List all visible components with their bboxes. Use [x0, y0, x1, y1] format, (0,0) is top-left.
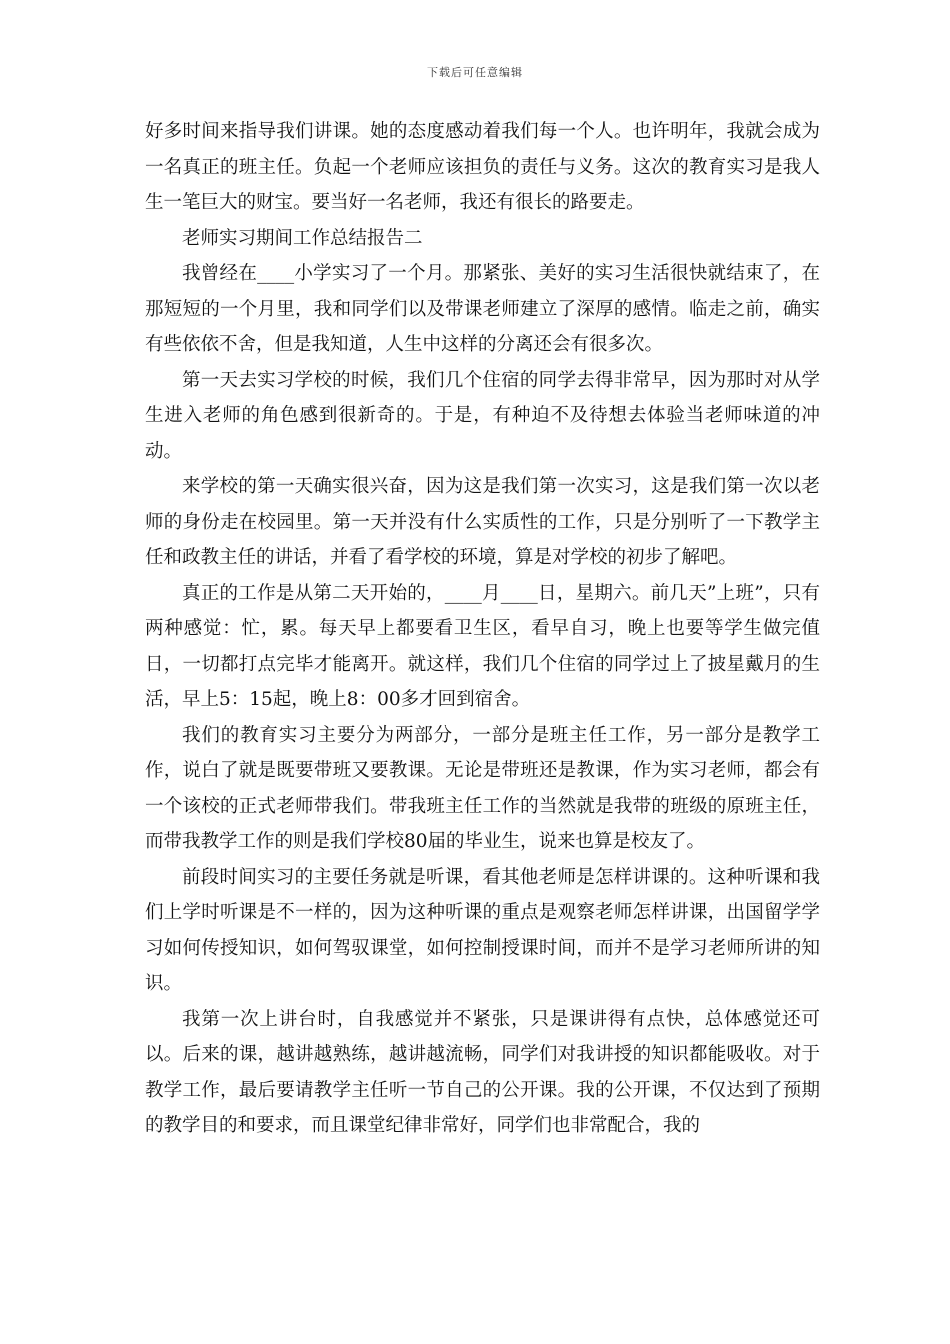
paragraph-6: 我们的教育实习主要分为两部分，一部分是班主任工作，另一部分是教学工作，说白了就是既要带班又要教课。无论是带班还是教课，作为实习老师，都会有一个该校的正式老师带我们。带我班主任工作的当然就是我带的班级的原班主任，而带我教学工作的则是我们学校80届的毕业生，说来也算是校友了。: [145, 724, 820, 852]
paragraph-2: 我曾经在____小学实习了一个月。那紧张、美好的实习生活很快就结束了，在那短短的一个月里，我和同学们以及带课老师建立了深厚的感情。临走之前，确实有些依依不舍，但是我知道，人生中这样的分离还会有很多次。: [145, 263, 820, 355]
paragraph-7: 前段时间实习的主要任务就是听课，看其他老师是怎样讲课的。这种听课和我们上学时听课是不一样的，因为这种听课的重点是观察老师怎样讲课，出国留学学习如何传授知识，如何驾驭课堂，如何控制授课时间，而并不是学习老师所讲的知识。: [145, 866, 820, 994]
paragraph-4: 来学校的第一天确实很兴奋，因为这是我们第一次实习，这是我们第一次以老师的身份走在校园里。第一天并没有什么实质性的工作，只是分别听了一下教学主任和政教主任的讲话，并看了看学校的环境，算是对学校的初步了解吧。: [145, 476, 820, 568]
paragraph-5: 真正的工作是从第二天开始的，____月____日，星期六。前几天”上班”，只有两种感觉：忙，累。每天早上都要看卫生区，看早自习，晚上也要等学生做完值日，一切都打点完毕才能离开。就这样，我们几个住宿的同学过上了披星戴月的生活，早上5：15起，晚上8：00多才回到宿舍。: [145, 582, 820, 710]
paragraph-3: 第一天去实习学校的时候，我们几个住宿的同学去得非常早，因为那时对从学生进入老师的角色感到很新奇的。于是，有种迫不及待想去体验当老师味道的冲动。: [145, 369, 820, 462]
paragraph-8: 我第一次上讲台时，自我感觉并不紧张，只是课讲得有点快，总体感觉还可以。后来的课，越讲越熟练，越讲越流畅，同学们对我讲授的知识都能吸收。对于教学工作，最后要请教学主任听一节自己的公开课。我的公开课，不仅达到了预期的教学目的和要求，而且课堂纪律非常好，同学们也非常配合，我的: [145, 1008, 820, 1136]
page-header-note: 下载后可任意编辑: [427, 66, 523, 79]
section-heading: 老师实习期间工作总结报告二: [182, 227, 423, 249]
paragraph-1: 好多时间来指导我们讲课。她的态度感动着我们每一个人。也许明年，我就会成为一名真正的班主任。负起一个老师应该担负的责任与义务。这次的教育实习是我人生一笔巨大的财宝。要当好一名老师，我还有很长的路要走。: [145, 121, 820, 213]
document-body: [145, 114, 820, 1144]
